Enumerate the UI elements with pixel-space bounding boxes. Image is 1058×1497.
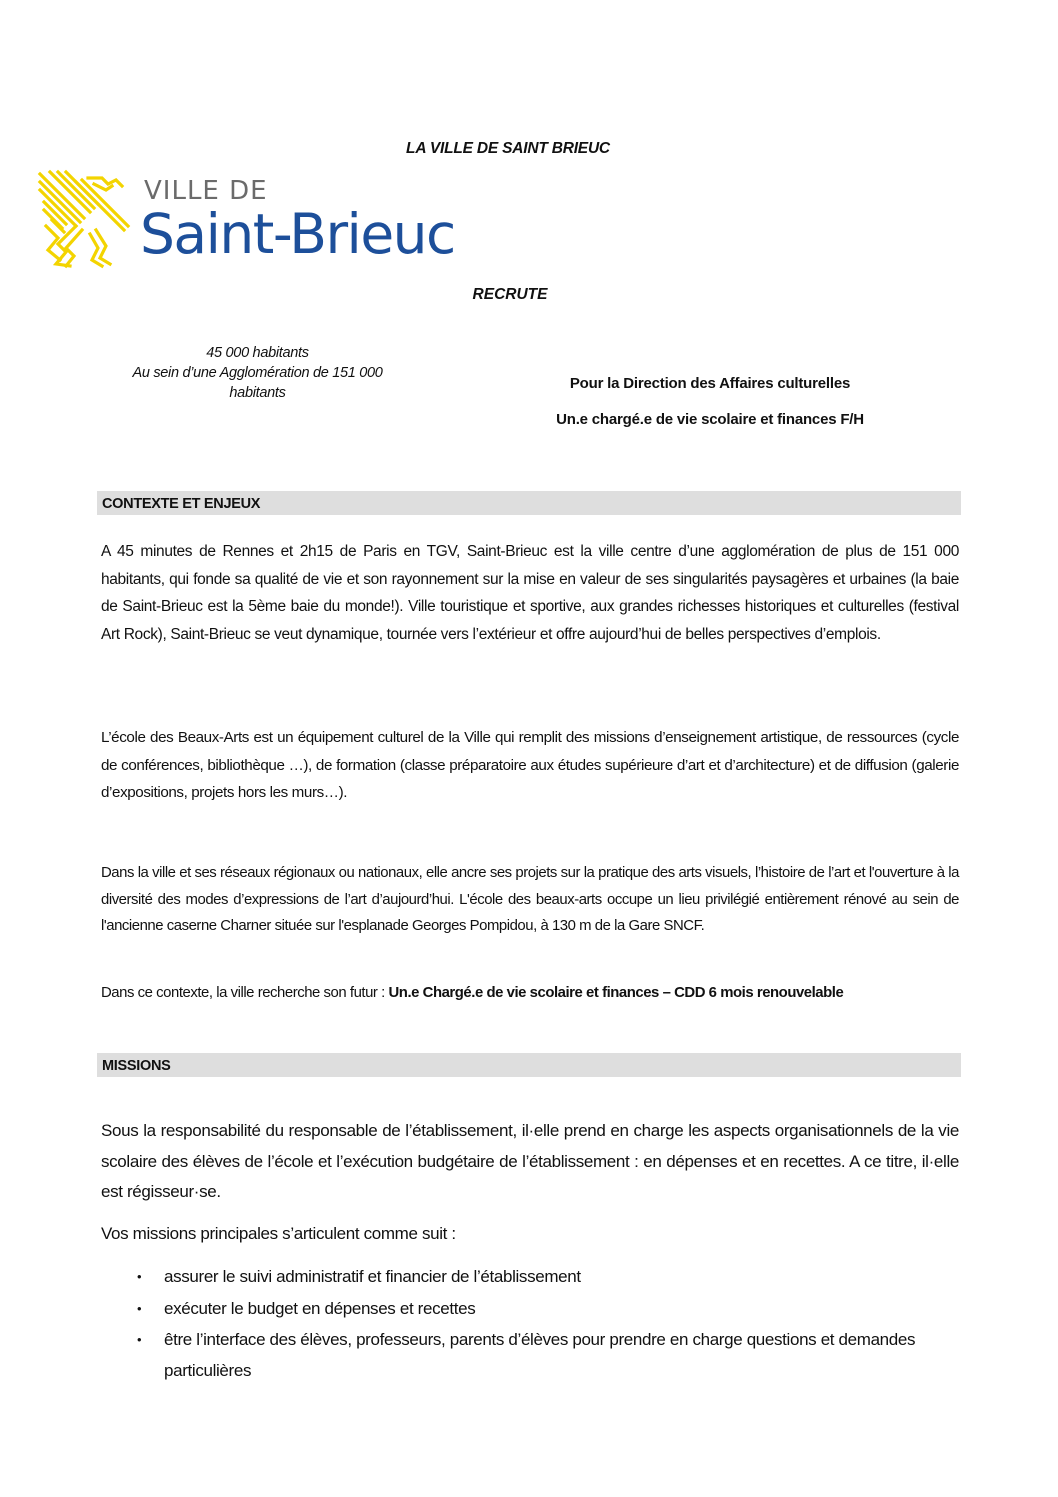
population-line-3: habitants [229,385,286,401]
city-logo [36,168,456,272]
list-item [137,1294,967,1325]
contexte-paragraph-1: A 45 minutes de Rennes et 2h15 de Paris en TGV, Saint-Brieuc est la ville centre d’une agglomération de plus de 151 000 habitants, qui fonde sa qualité de vie et son rayonnement sur la mise en valeur de ses singularités paysagères et urbaines (la baie de Saint-Brieuc est la 5ème baie du monde!). Ville touristique et sportive, aux grandes richesses historiques et culturelles (festival Art Rock), Saint-Brieuc se veut dynamique, tournée vers l’extérieur et offre aujourd’hui de belles perspectives d’emplois. [101,543,959,643]
contexte-paragraph-4 [101,980,959,1007]
population-info [130,343,385,403]
logo-ville-de: VILLE DE [144,176,268,206]
missions-paragraph-1: Sous la responsabilité du responsable de l’établissement, il·elle prend en charge les aspects organisationnels de la vie scolaire des élèves de l’école et l’exécution budgétaire de l’établissement : en dépenses et en recettes. A ce titre, il·elle est régisseur·se. [101,1121,959,1201]
griffin-emblem-icon [36,168,138,272]
direction-label: Pour la Direction des Affaires culturelles [569,375,851,392]
missions-paragraph-2: Vos missions principales s’articulent comme suit : [101,1224,456,1243]
population-line-1: 45 000 habitants [206,345,309,361]
contexte-paragraph-3: Dans la ville et ses réseaux régionaux ou nationaux, elle ancre ses projets sur la pratique des arts visuels, l’histoire de l’art et l'ouverture à la diversité des modes d’expressions de l’art d’aujourd’hui. L'école des beaux-arts occupe un lieu privilégié entièrement rénové au sein de l'ancienne caserne Charner située sur l'esplanade Georges Pompidou, à 130 m de la Gare SNCF. [101,865,959,934]
bullet-icon: • [137,1332,142,1347]
section-heading-missions: MISSIONS [97,1053,961,1077]
list-item [137,1325,967,1386]
list-item-text: assurer le suivi administratif et financier de l’établissement [164,1267,581,1286]
population-line-2: Au sein d’une Agglomération de 151 000 [132,365,383,381]
bullet-icon: • [137,1300,142,1316]
logo-saint-brieuc: Saint-Brieuc [140,202,455,266]
missions-bullet-list [137,1262,967,1387]
contexte-paragraph-2: L’école des Beaux-Arts est un équipement culturel de la Ville qui remplit des missions d’enseignement artistique, de ressources (cycle de conférences, bibliothèque …), de formation (classe préparatoire aux études supérieure d’art et d’architecture) et de diffusion (galerie d’expositions, projets hors les murs…). [101,729,959,802]
page-top-title: LA VILLE DE SAINT BRIEUC [406,140,610,157]
list-item-text: exécuter le budget en dépenses et recettes [164,1298,476,1318]
section-heading-contexte: CONTEXTE ET ENJEUX [97,491,961,515]
recrute-heading: RECRUTE [472,286,548,303]
job-title: Un.e chargé.e de vie scolaire et finances F/H [556,411,864,428]
contexte-p4-position: Un.e Chargé.e de vie scolaire et finances – CDD 6 mois renouvelable [388,985,844,1001]
bullet-icon: • [137,1269,142,1284]
list-item [137,1262,967,1293]
contexte-p4-intro: Dans ce contexte, la ville recherche son futur : [101,985,389,1001]
list-item-text: être l’interface des élèves, professeurs, parents d’élèves pour prendre en charge questions et demandes particulières [164,1330,916,1380]
